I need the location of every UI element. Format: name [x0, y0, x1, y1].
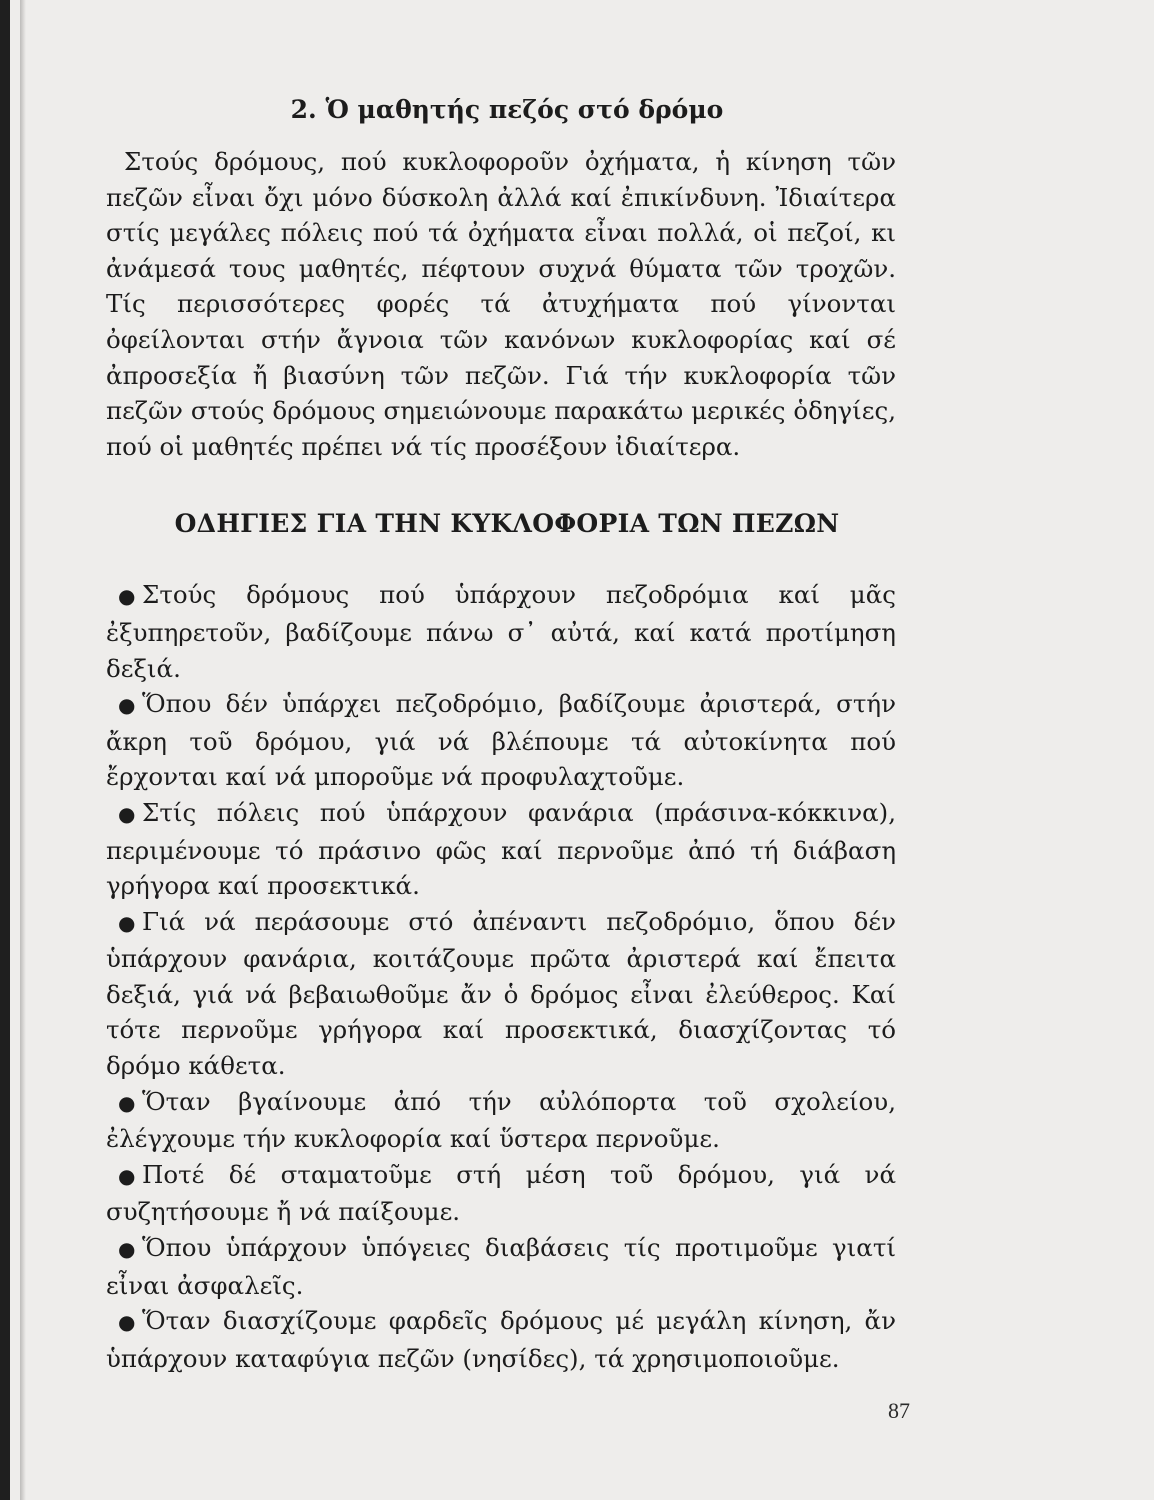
guideline-text: Στίς πόλεις πού ὑπάρχουν φανάρια (πράσινα-κόκκινα), περιμένουμε τό πράσινο φῶς καί περνοῦμε ἀπό τή διάβαση γρήγορα καί προσεκτικά. — [106, 797, 896, 901]
page-edge-shadow — [20, 0, 26, 1500]
guideline-item — [106, 1157, 896, 1230]
page-content — [106, 92, 896, 1376]
guideline-text: Ὅπου ὑπάρχουν ὑπόγειες διαβάσεις τίς προτιμοῦμε γιατί εἶναι ἀσφαλεῖς. — [106, 1233, 896, 1300]
guideline-item — [106, 795, 896, 904]
intro-paragraph: Στούς δρόμους, πού κυκλοφοροῦν ὀχήματα, ἡ κίνηση τῶν πεζῶν εἶναι ὄχι μόνο δύσκολη ἀλλά καί ἐπικίνδυνη. Ἰδιαίτερα στίς μεγάλες πόλεις πού τά ὀχήματα εἶναι πολλά, οἱ πεζοί, κι ἀνάμεσά τους μαθητές, πέφτουν συχνά θύματα τῶν τροχῶν. Τίς περισσότερες φορές τά ἀτυχήματα πού γίνονται ὀφείλονται στήν ἄγνοια τῶν κανόνων κυκλοφορίας καί σέ ἀπροσεξία ἤ βιασύνη τῶν πεζῶν. Γιά τήν κυκλοφορία τῶν πεζῶν στούς δρόμους σημειώνουμε παρακάτω μερικές ὁδηγίες, πού οἱ μαθητές πρέπει νά τίς προσέξουν ἰδιαίτερα. — [106, 147, 896, 461]
guideline-item — [106, 1084, 896, 1157]
guideline-text: Ὅταν διασχίζουμε φαρδεῖς δρόμους μέ μεγάλη κίνηση, ἄν ὑπάρχουν καταφύγια πεζῶν (νησίδες), τά χρησιμοποιοῦμε. — [106, 1306, 896, 1373]
bullet-icon: ● — [118, 910, 136, 935]
bullet-icon: ● — [118, 1163, 136, 1188]
guideline-item — [106, 577, 896, 686]
guideline-text: Στούς δρόμους πού ὑπάρχουν πεζοδρόμια καί μᾶς ἐξυπηρετοῦν, βαδίζουμε πάνω σ᾽ αὐτά, καί κατά προτίμηση δεξιά. — [106, 580, 896, 683]
guideline-item — [106, 1230, 896, 1303]
guideline-text: Ποτέ δέ σταματοῦμε στή μέση τοῦ δρόμου, γιά νά συζητήσουμε ἤ νά παίξουμε. — [106, 1159, 896, 1227]
guideline-item — [106, 904, 896, 1084]
bullet-icon: ● — [118, 1310, 136, 1335]
guideline-text: Γιά νά περάσουμε στό ἀπέναντι πεζοδρόμιο, ὅπου δέν ὑπάρχουν φανάρια, κοιτάζουμε πρῶτα ἀριστερά καί ἔπειτα δεξιά, γιά νά βεβαιωθοῦμε ἄν ὁ δρόμος εἶναι ἐλεύθερος. Καί τότε περνοῦμε γρήγορα καί προσεκτικά, διασχίζοντας τό δρόμο κάθετα. — [106, 906, 896, 1081]
guideline-item — [106, 1303, 896, 1376]
guideline-text: Ὅπου δέν ὑπάρχει πεζοδρόμιο, βαδίζουμε ἀριστερά, στήν ἄκρη τοῦ δρόμου, γιά νά βλέπουμε τά αὐτοκίνητα πού ἔρχονται καί νά μποροῦμε νά προφυλαχτοῦμε. — [106, 689, 896, 792]
guidelines-heading: ΟΔΗΓΙΕΣ ΓΙΑ ΤΗΝ ΚΥΚΛΟΦΟΡΙΑ ΤΩΝ ΠΕΖΩΝ — [174, 509, 840, 539]
bullet-icon: ● — [118, 1237, 136, 1262]
bullet-icon: ● — [118, 1090, 136, 1115]
bullet-icon: ● — [118, 584, 136, 609]
bullet-icon: ● — [118, 801, 136, 826]
section-title: 2. Ὁ μαθητής πεζός στό δρόμο — [290, 95, 724, 124]
guidelines-list — [106, 577, 896, 1376]
guideline-text: Ὅταν βγαίνουμε ἀπό τήν αὐλόπορτα τοῦ σχολείου, ἐλέγχουμε τήν κυκλοφορία καί ὕστερα περνοῦμε. — [106, 1086, 896, 1154]
bullet-icon: ● — [118, 693, 136, 718]
guideline-item — [106, 686, 896, 795]
page-number: 87 — [888, 1398, 910, 1423]
